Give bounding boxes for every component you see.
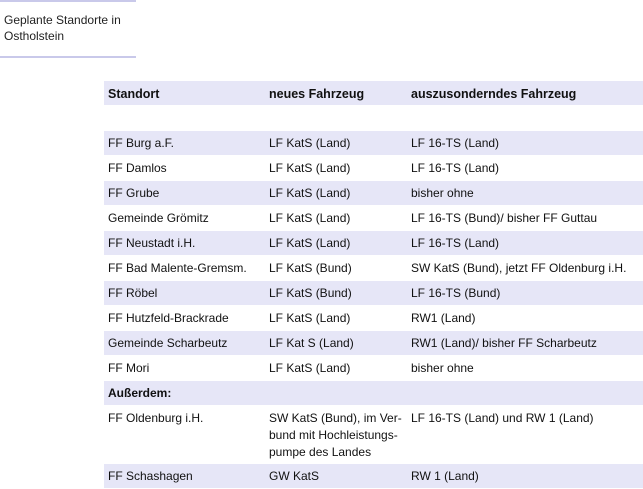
section-row	[104, 381, 643, 406]
table-row	[104, 331, 643, 356]
cell-neues-fahrzeug: LF Kat S (Land)	[269, 336, 354, 350]
table-row	[104, 306, 643, 331]
cell-neues-fahrzeug: GW KatS	[269, 469, 320, 483]
locations-table	[104, 81, 643, 489]
cell-auszusonderndes-fahrzeug: LF 16-TS (Bund)	[411, 286, 501, 300]
table-row	[104, 406, 643, 464]
cell-line: bund mit Hochleistungs-	[269, 428, 398, 442]
cell-standort: FF Schashagen	[108, 469, 193, 483]
header-auszusonderndes-fahrzeug: auszusonderndes Fahrzeug	[411, 87, 577, 101]
table-row	[104, 281, 643, 306]
table-spacer-row	[104, 106, 643, 131]
table-row	[104, 256, 643, 281]
cell-standort: FF Burg a.F.	[108, 136, 175, 150]
header-standort: Standort	[108, 87, 160, 101]
table-header-row	[104, 81, 643, 106]
table-row	[104, 231, 643, 256]
cell-neues-fahrzeug: LF KatS (Land)	[269, 236, 351, 250]
cell-neues-fahrzeug: LF KatS (Land)	[269, 136, 351, 150]
sidebar-title-line-1: Geplante Standorte in	[4, 13, 121, 27]
cell-neues-fahrzeug	[265, 406, 407, 463]
cell-auszusonderndes-fahrzeug: LF 16-TS (Land)	[411, 236, 500, 250]
sidebar-bottom-rule	[0, 56, 136, 58]
cell-neues-fahrzeug: LF KatS (Land)	[269, 161, 351, 175]
cell-standort: Gemeinde Grömitz	[108, 211, 209, 225]
cell-standort: FF Grube	[108, 186, 160, 200]
cell-neues-fahrzeug: LF KatS (Bund)	[269, 286, 352, 300]
cell-auszusonderndes-fahrzeug: LF 16-TS (Land) und RW 1 (Land)	[411, 411, 594, 425]
cell-line: pumpe des Landes	[269, 445, 372, 459]
cell-standort: FF Mori	[108, 361, 150, 375]
cell-standort: FF Röbel	[108, 286, 158, 300]
table-row	[104, 156, 643, 181]
table-row	[104, 206, 643, 231]
cell-neues-fahrzeug: LF KatS (Land)	[269, 361, 351, 375]
table-row	[104, 356, 643, 381]
table-row	[104, 464, 643, 489]
cell-standort: FF Neustadt i.H.	[108, 236, 196, 250]
sidebar-title	[4, 12, 136, 44]
cell-line: SW KatS (Bund), im Ver-	[269, 411, 402, 425]
table-row	[104, 131, 643, 156]
cell-auszusonderndes-fahrzeug: SW KatS (Bund), jetzt FF Oldenburg i.H.	[411, 261, 627, 275]
cell-standort: FF Oldenburg i.H.	[108, 411, 204, 425]
cell-auszusonderndes-fahrzeug: RW 1 (Land)	[411, 469, 479, 483]
cell-standort: FF Bad Malente-Gremsm.	[108, 261, 247, 275]
cell-auszusonderndes-fahrzeug: RW1 (Land)/ bisher FF Scharbeutz	[411, 336, 597, 350]
cell-auszusonderndes-fahrzeug: bisher ohne	[411, 361, 474, 375]
cell-standort: FF Hutzfeld-Brackrade	[108, 311, 229, 325]
cell-standort: FF Damlos	[108, 161, 167, 175]
section-label: Außerdem:	[108, 386, 172, 400]
cell-auszusonderndes-fahrzeug: LF 16-TS (Bund)/ bisher FF Guttau	[411, 211, 598, 225]
cell-neues-fahrzeug: LF KatS (Bund)	[269, 261, 352, 275]
cell-standort: Gemeinde Scharbeutz	[108, 336, 228, 350]
cell-auszusonderndes-fahrzeug: LF 16-TS (Land)	[411, 161, 500, 175]
sidebar-top-rule	[0, 0, 136, 2]
cell-neues-fahrzeug: LF KatS (Land)	[269, 186, 351, 200]
cell-auszusonderndes-fahrzeug: RW1 (Land)	[411, 311, 476, 325]
cell-neues-fahrzeug: LF KatS (Land)	[269, 211, 351, 225]
cell-auszusonderndes-fahrzeug: bisher ohne	[411, 186, 474, 200]
sidebar-title-line-2: Ostholstein	[4, 29, 65, 43]
table-row	[104, 181, 643, 206]
cell-neues-fahrzeug: LF KatS (Land)	[269, 311, 351, 325]
header-neues-fahrzeug: neues Fahrzeug	[269, 87, 365, 101]
cell-auszusonderndes-fahrzeug: LF 16-TS (Land)	[411, 136, 500, 150]
